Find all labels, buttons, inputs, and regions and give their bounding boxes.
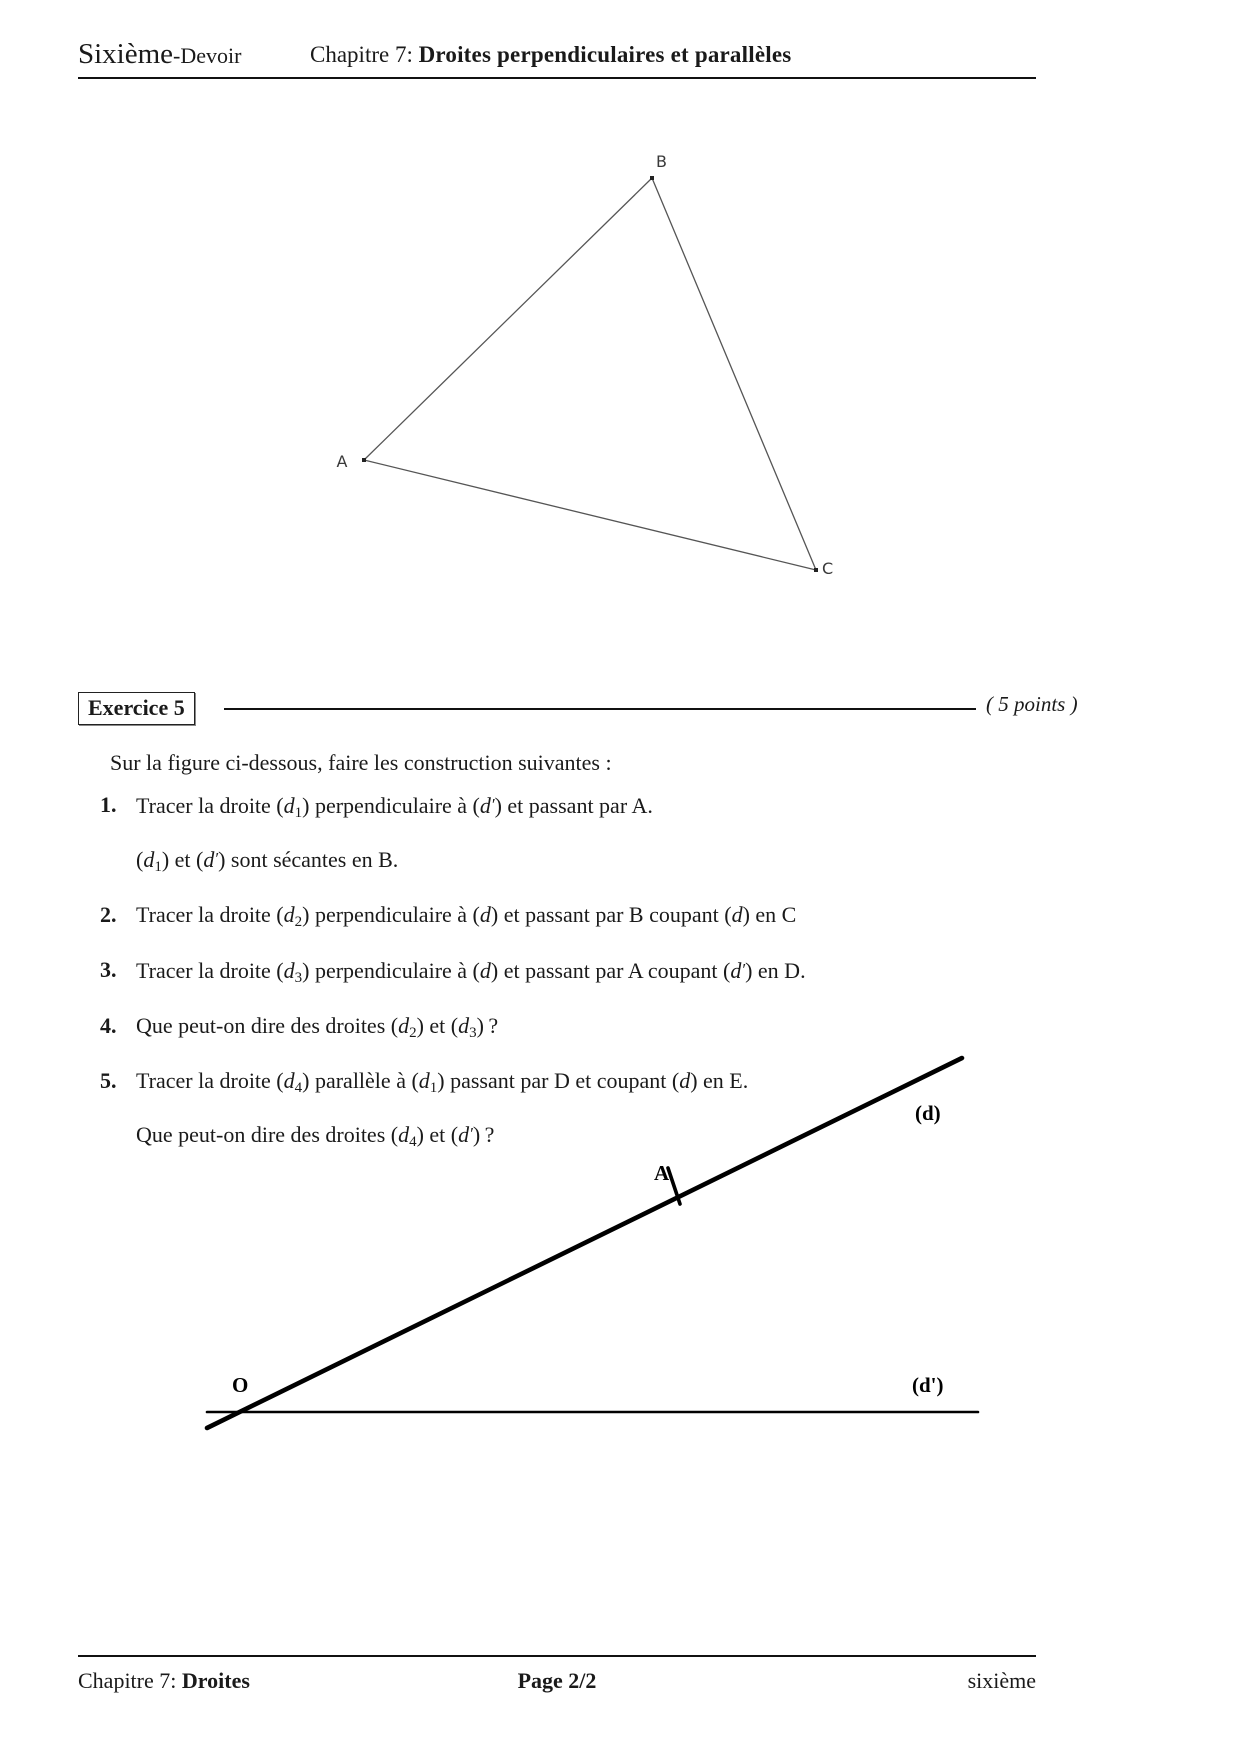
exercise-rule <box>224 708 976 710</box>
page-footer <box>78 1666 1036 1700</box>
vertex-label-c: C <box>822 559 834 578</box>
header-left <box>78 38 241 72</box>
lines-svg <box>150 1040 1050 1460</box>
exercise-badge: Exercice 5 <box>78 692 195 725</box>
step-text: Tracer la droite (d1) perpendiculaire à (d′) et passant par A. <box>136 793 653 821</box>
step-number: 4. <box>100 1013 117 1038</box>
footer-right: sixième <box>967 1668 1036 1693</box>
step-text: Tracer la droite (d3) perpendiculaire à (d) et passant par A coupant (d′) en D. <box>136 958 806 986</box>
triangle-figure <box>280 140 900 580</box>
line-d-label: (d) <box>915 1101 941 1125</box>
step-number: 1. <box>100 792 117 817</box>
header-course-name: Sixième <box>78 38 174 70</box>
footer-divider <box>78 1655 1036 1657</box>
step-text: Que peut-on dire des droites (d2) et (d3) ? <box>136 1013 499 1041</box>
point-a-label: A <box>654 1161 670 1185</box>
vertex-a-dot <box>362 458 366 462</box>
exercise-intro: Sur la figure ci-dessous, faire les construction suivantes : <box>110 750 612 775</box>
header-course-suffix: -Devoir <box>173 43 242 68</box>
step-text: Tracer la droite (d2) perpendiculaire à (d) et passant par B coupant (d) en C <box>136 902 797 930</box>
line-d <box>207 1058 962 1428</box>
header-chapter <box>310 40 791 70</box>
lines-figure <box>150 1040 1050 1460</box>
footer-page-number: Page 2/2 <box>517 1668 597 1693</box>
step-subtext: (d1) et (d′) sont sécantes en B. <box>136 847 399 875</box>
header-divider <box>78 77 1036 79</box>
list-item <box>96 790 996 882</box>
segment-ac <box>364 460 816 570</box>
exercise-title-bar <box>78 692 1078 726</box>
step-subtext: Que peut-on dire des droites (d4) et (d′) ? <box>136 1122 495 1150</box>
point-o-label: O <box>232 1373 249 1397</box>
segment-bc <box>652 178 816 570</box>
step-number: 5. <box>100 1068 117 1093</box>
footer-chapter-title: Droites <box>181 1668 250 1693</box>
step-text: Tracer la droite (d4) parallèle à (d1) passant par D et coupant (d) en E. <box>136 1068 749 1096</box>
line-d-prime-label: (d') <box>912 1373 944 1397</box>
page-header <box>78 38 1114 82</box>
vertex-c-dot <box>814 568 818 572</box>
step-number: 3. <box>100 957 117 982</box>
footer-chapter-prefix: Chapitre 7: <box>78 1668 177 1693</box>
triangle-svg <box>280 140 900 580</box>
list-item <box>96 955 996 993</box>
step-number: 2. <box>100 902 117 927</box>
vertex-label-b: B <box>656 152 667 171</box>
list-item <box>96 900 996 937</box>
vertex-label-a: A <box>336 452 348 471</box>
exercise-points: ( 5 points ) <box>986 692 1078 716</box>
vertex-b-dot <box>650 176 654 180</box>
header-chapter-prefix: Chapitre 7: <box>310 42 413 67</box>
header-chapter-title: Droites perpendiculaires et parallèles <box>418 42 792 67</box>
segment-ab <box>364 178 652 460</box>
